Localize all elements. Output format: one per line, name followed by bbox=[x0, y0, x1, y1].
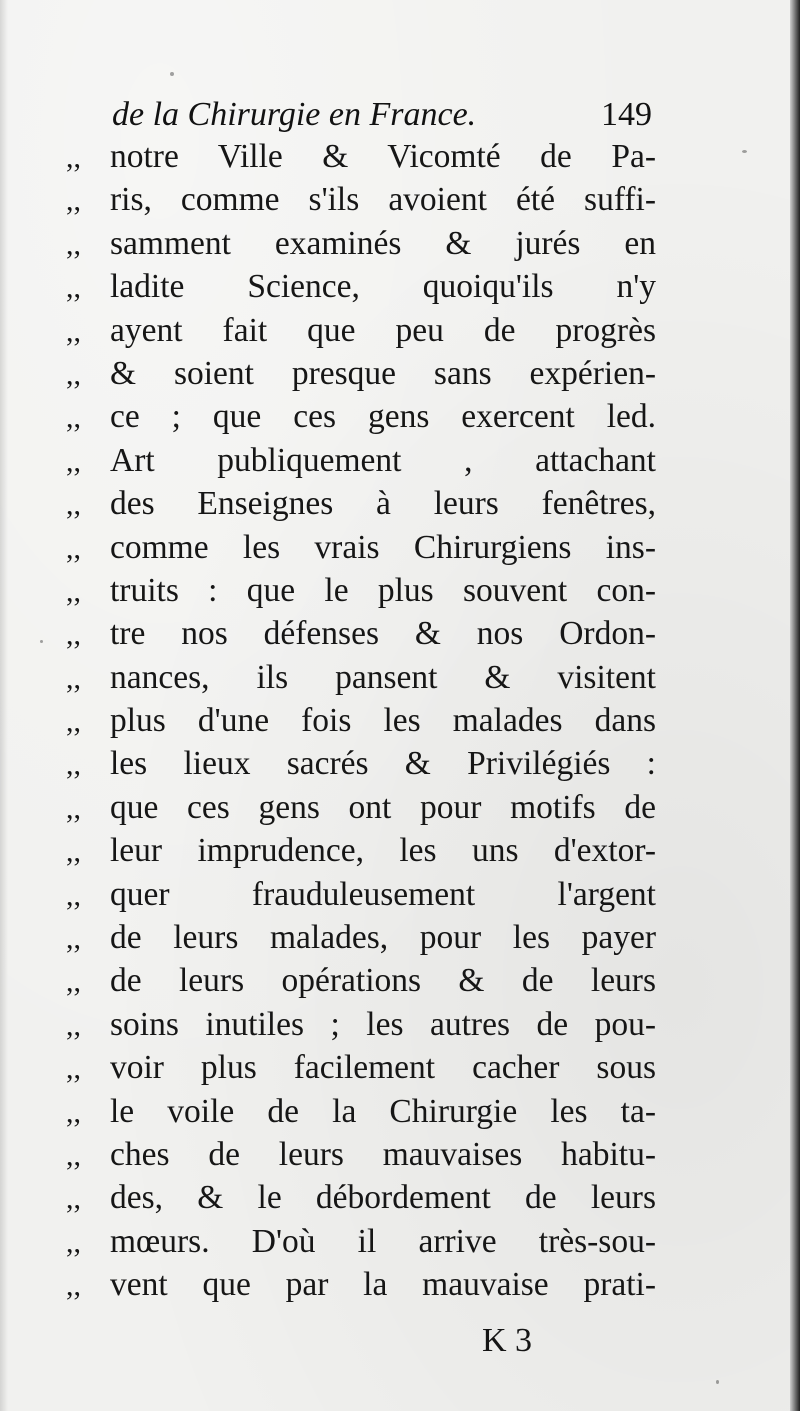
line-text: ce ; que ces gens exercent led. bbox=[110, 398, 656, 436]
text-line bbox=[66, 569, 656, 612]
text-line bbox=[66, 1176, 656, 1219]
quote-mark: ,, bbox=[66, 661, 81, 695]
line-text: comme les vrais Chirurgiens ins- bbox=[110, 528, 656, 566]
text-line bbox=[66, 265, 656, 308]
line-text: truits : que le plus souvent con- bbox=[110, 571, 656, 609]
line-text: vent que par la mauvaise prati- bbox=[110, 1266, 656, 1304]
paper-speck bbox=[170, 72, 174, 76]
page-number: 149 bbox=[601, 96, 652, 133]
text-line bbox=[66, 222, 656, 265]
text-line bbox=[66, 1133, 656, 1176]
line-text: le voile de la Chirurgie les ta- bbox=[110, 1092, 656, 1130]
text-line bbox=[66, 482, 656, 525]
quote-mark: ,, bbox=[66, 574, 81, 608]
quote-mark: ,, bbox=[66, 357, 81, 391]
quote-mark: ,, bbox=[66, 835, 81, 869]
line-text: des Enseignes à leurs fenêtres, bbox=[110, 485, 656, 523]
text-line bbox=[66, 1220, 656, 1263]
line-text: samment examinés & jurés en bbox=[110, 224, 656, 262]
line-text: de leurs opérations & de leurs bbox=[110, 962, 656, 1000]
text-line bbox=[66, 699, 656, 742]
text-line bbox=[66, 178, 656, 221]
line-text: les lieux sacrés & Privilégiés : bbox=[110, 745, 656, 783]
line-text: nances, ils pansent & visitent bbox=[110, 658, 656, 696]
line-text: tre nos défenses & nos Ordon- bbox=[110, 615, 656, 653]
line-text: voir plus facilement cacher sous bbox=[110, 1049, 656, 1087]
text-line bbox=[66, 786, 656, 829]
paper-speck bbox=[742, 150, 747, 153]
quote-mark: ,, bbox=[66, 748, 81, 782]
page-left-shadow bbox=[0, 0, 8, 1411]
quote-mark: ,, bbox=[66, 271, 81, 305]
text-line bbox=[66, 612, 656, 655]
text-line bbox=[66, 395, 656, 438]
quote-mark: ,, bbox=[66, 1269, 81, 1303]
running-title: de la Chirurgie en France. bbox=[112, 96, 477, 133]
text-line bbox=[66, 916, 656, 959]
text-line bbox=[66, 656, 656, 699]
line-text: que ces gens ont pour motifs de bbox=[110, 788, 656, 826]
line-text: ris, comme s'ils avoient été suffi- bbox=[110, 181, 656, 219]
text-line bbox=[66, 135, 656, 178]
text-line bbox=[66, 352, 656, 395]
line-text: mœurs. D'où il arrive très-sou- bbox=[110, 1222, 656, 1260]
quote-mark: ,, bbox=[66, 878, 81, 912]
quote-mark: ,, bbox=[66, 314, 81, 348]
line-text: ayent fait que peu de progrès bbox=[110, 311, 656, 349]
text-line bbox=[66, 873, 656, 916]
body-text bbox=[66, 135, 656, 1307]
quote-mark: ,, bbox=[66, 531, 81, 565]
text-line bbox=[66, 526, 656, 569]
paper-speck bbox=[716, 1380, 719, 1384]
quote-mark: ,, bbox=[66, 227, 81, 261]
line-text: plus d'une fois les malades dans bbox=[110, 702, 656, 740]
quote-mark: ,, bbox=[66, 444, 81, 478]
line-text: ches de leurs mauvaises habitu- bbox=[110, 1135, 656, 1173]
text-line bbox=[66, 1090, 656, 1133]
text-line bbox=[66, 1046, 656, 1089]
quote-mark: ,, bbox=[66, 401, 81, 435]
quote-mark: ,, bbox=[66, 922, 81, 956]
line-text: notre Ville & Vicomté de Pa- bbox=[110, 138, 656, 175]
line-text: quer frauduleusement l'argent bbox=[110, 875, 656, 913]
text-line bbox=[66, 829, 656, 872]
text-line bbox=[66, 1263, 656, 1306]
quote-mark: ,, bbox=[66, 488, 81, 522]
quote-mark: ,, bbox=[66, 1095, 81, 1129]
text-line bbox=[66, 439, 656, 482]
page-right-edge bbox=[790, 0, 800, 1411]
text-line bbox=[66, 742, 656, 785]
line-text: & soient presque sans expérien- bbox=[110, 354, 656, 392]
line-text: Art publiquement , attachant bbox=[110, 441, 656, 479]
line-text: ladite Science, quoiqu'ils n'y bbox=[110, 268, 656, 306]
quote-mark: ,, bbox=[66, 1182, 81, 1216]
quote-mark: ,, bbox=[66, 1138, 81, 1172]
quote-mark: ,, bbox=[66, 1225, 81, 1259]
quote-mark: ,, bbox=[66, 1052, 81, 1086]
signature-mark: K 3 bbox=[482, 1322, 533, 1359]
text-line bbox=[66, 309, 656, 352]
text-line bbox=[66, 1003, 656, 1046]
line-text: leur imprudence, les uns d'extor- bbox=[110, 832, 656, 870]
quote-mark: ,, bbox=[66, 965, 81, 999]
line-text: soins inutiles ; les autres de pou- bbox=[110, 1005, 656, 1043]
quote-mark: ,, bbox=[66, 618, 81, 652]
quote-mark: ,, bbox=[66, 705, 81, 739]
line-text: de leurs malades, pour les payer bbox=[110, 919, 656, 957]
quote-mark: ,, bbox=[66, 1008, 81, 1042]
quote-mark: ,, bbox=[66, 791, 81, 825]
line-text: des, & le débordement de leurs bbox=[110, 1179, 656, 1217]
quote-mark: ,, bbox=[66, 184, 81, 218]
text-line bbox=[66, 959, 656, 1002]
paper-speck bbox=[40, 640, 43, 643]
quote-mark: ,, bbox=[66, 141, 81, 174]
